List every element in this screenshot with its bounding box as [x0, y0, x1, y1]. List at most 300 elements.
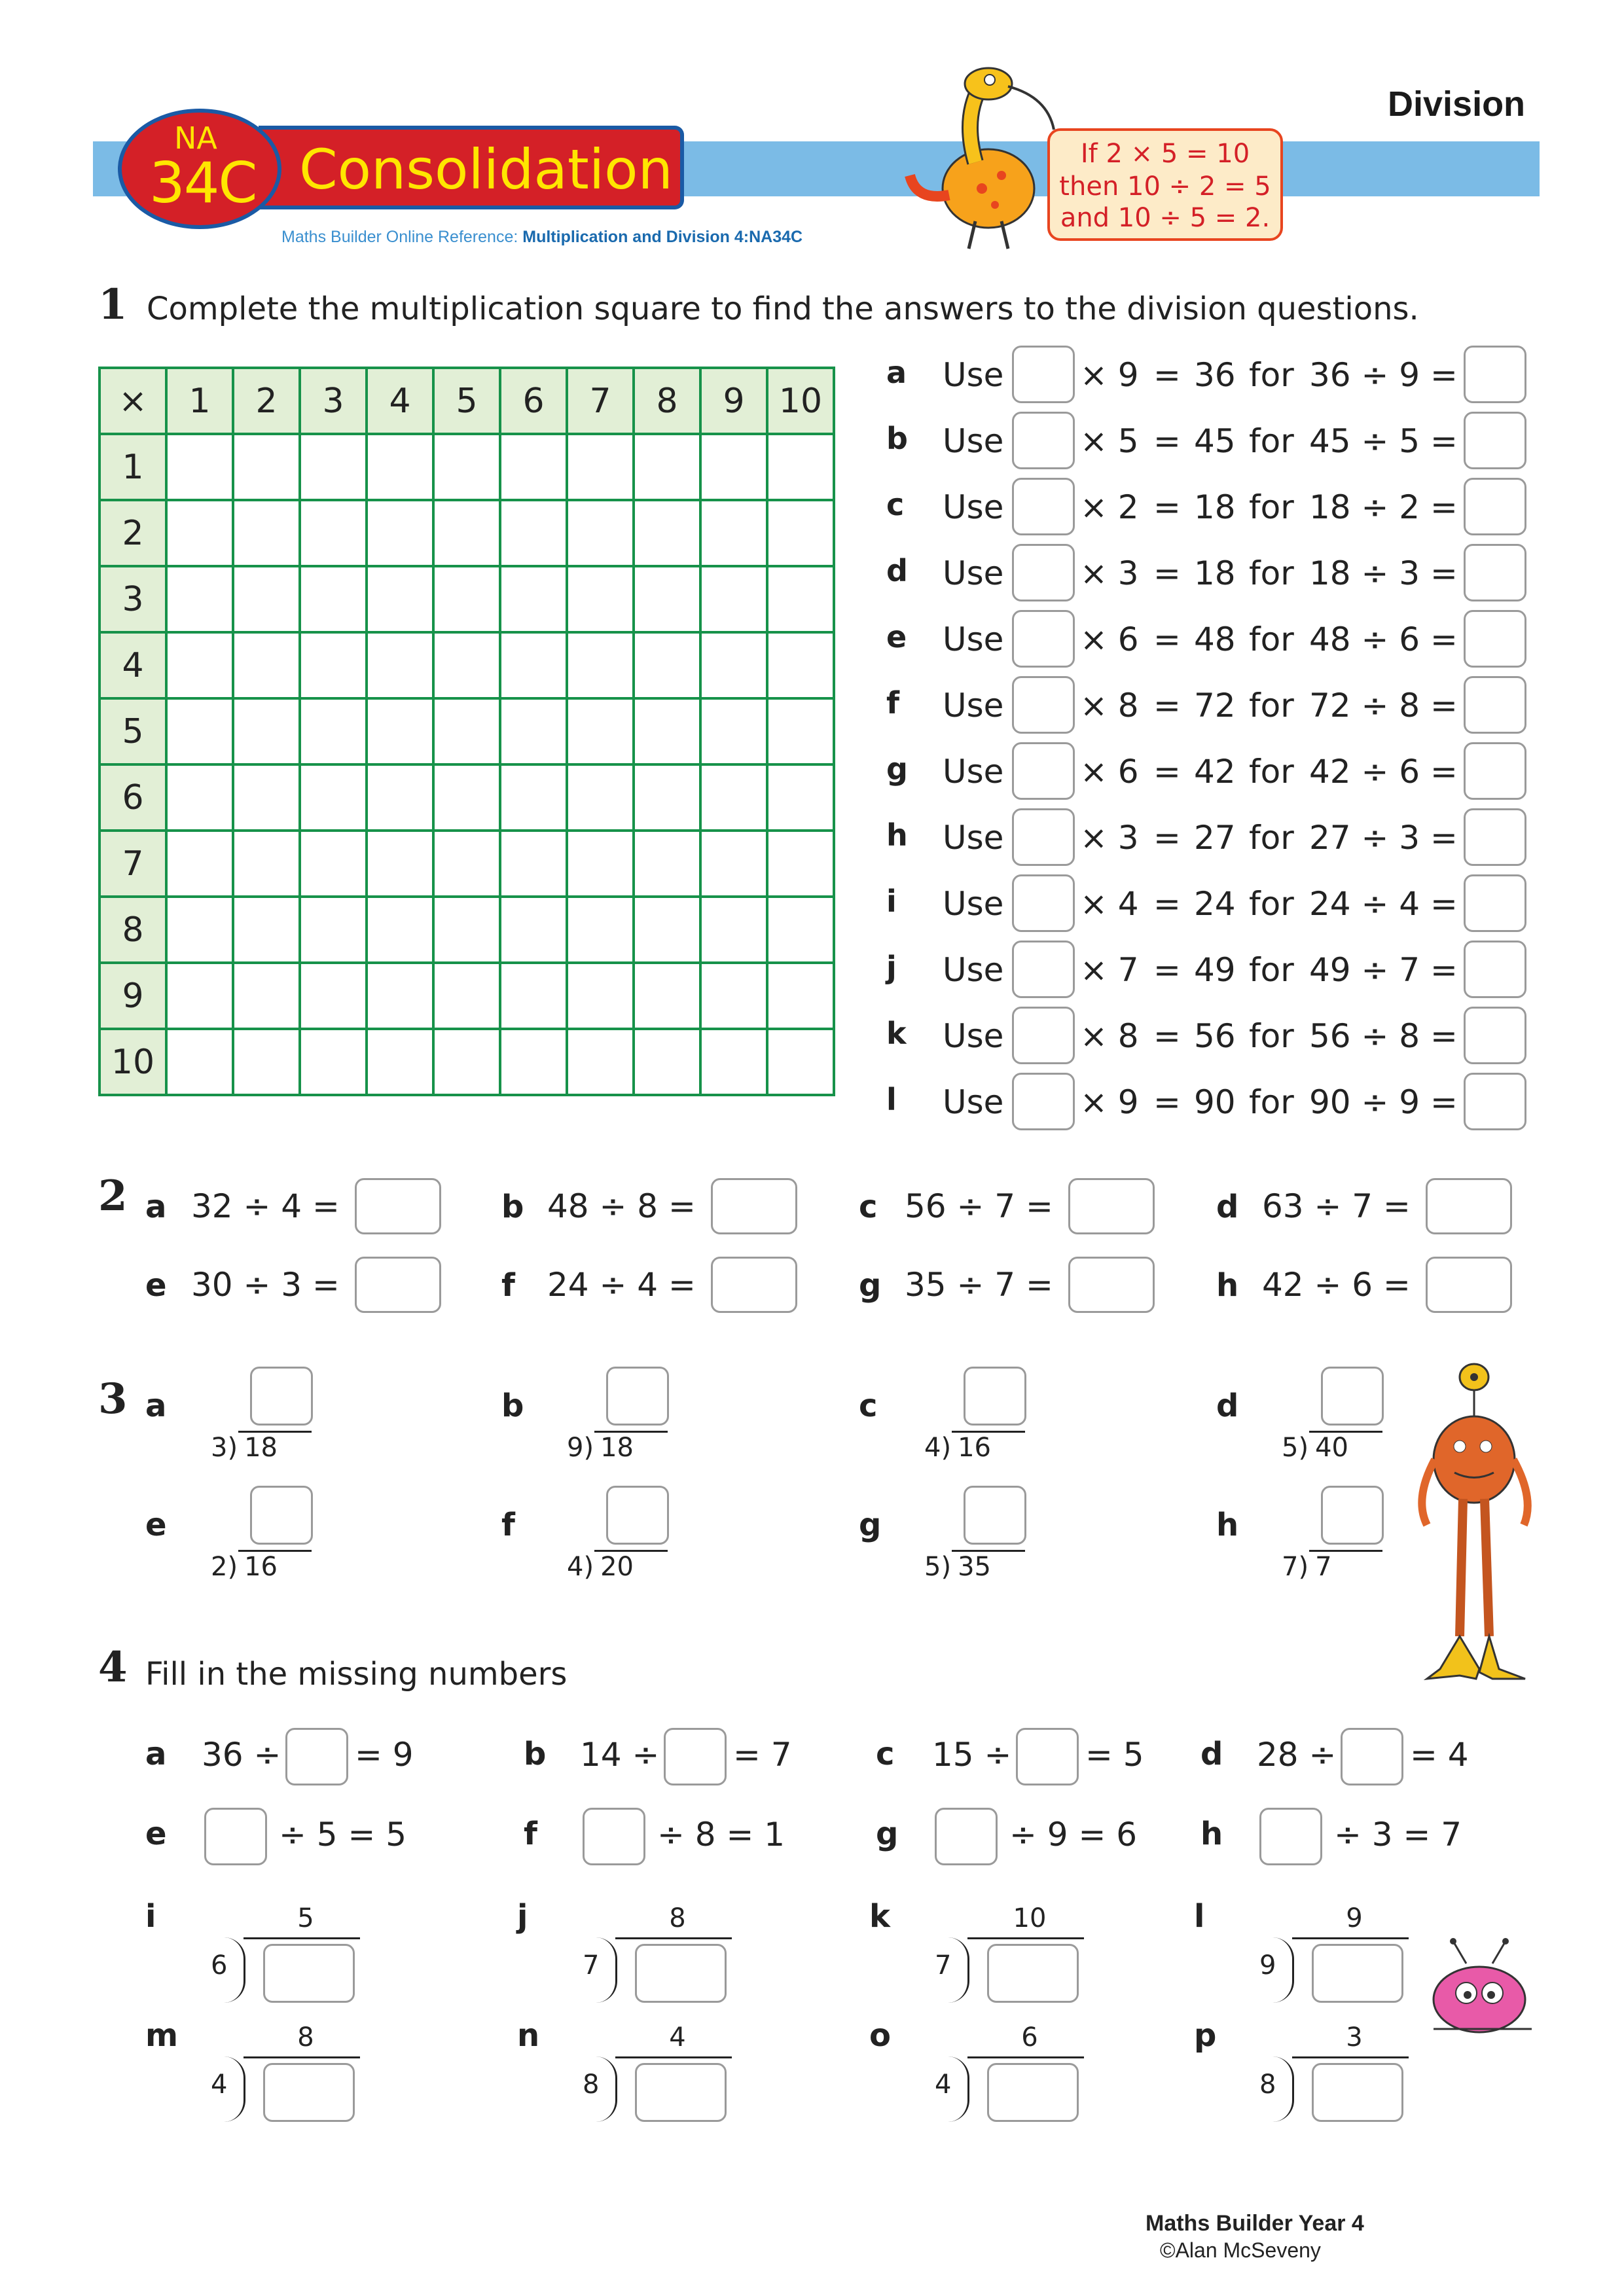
- equals-sign: =: [1153, 1083, 1181, 1121]
- missing-divisor-box[interactable]: [285, 1728, 348, 1785]
- dividend-expression: 15 ÷: [932, 1736, 1012, 1774]
- grid-answer-cell[interactable]: [700, 434, 767, 500]
- grid-answer-cell[interactable]: [700, 500, 767, 566]
- times-factor: × 8: [1080, 687, 1139, 725]
- answer-box[interactable]: [711, 1178, 797, 1234]
- item-letter: a: [145, 1189, 167, 1225]
- dinosaur-illustration: [903, 58, 1060, 254]
- factor-answer-box[interactable]: [1012, 941, 1075, 998]
- factor-answer-box[interactable]: [1012, 412, 1075, 469]
- grid-answer-cell[interactable]: [567, 897, 634, 963]
- divisor-dividend: [924, 1552, 991, 1582]
- divisor: 3): [211, 1433, 238, 1463]
- grid-answer-cell[interactable]: [367, 897, 433, 963]
- unit-code: 34C: [149, 151, 257, 216]
- missing-dividend-box[interactable]: [263, 2063, 355, 2122]
- divisor: 7: [583, 1950, 600, 1981]
- item-letter: h: [1216, 1507, 1239, 1543]
- page-title: Consolidation: [299, 137, 673, 202]
- equals-sign: =: [1153, 819, 1181, 857]
- quotient-answer-box[interactable]: [1464, 1073, 1526, 1130]
- quotient-answer-box[interactable]: [1464, 676, 1526, 734]
- result-expression: = 5: [1085, 1736, 1144, 1774]
- grid-answer-cell[interactable]: [567, 831, 634, 897]
- factor-answer-box[interactable]: [1012, 610, 1075, 668]
- grid-answer-cell[interactable]: [634, 434, 700, 500]
- grid-answer-cell[interactable]: [300, 1029, 367, 1095]
- q1-item: [877, 808, 1525, 867]
- factor-answer-box[interactable]: [1012, 478, 1075, 535]
- division-expression: 48 ÷ 6 =: [1309, 620, 1458, 658]
- answer-box[interactable]: [711, 1257, 797, 1313]
- grid-answer-cell[interactable]: [767, 963, 834, 1029]
- grid-answer-cell[interactable]: [567, 698, 634, 764]
- q1-item: [877, 941, 1525, 999]
- grid-answer-cell[interactable]: [500, 500, 567, 566]
- divisor: 9: [1259, 1950, 1276, 1981]
- missing-dividend-box[interactable]: [1259, 1808, 1322, 1865]
- grid-answer-cell[interactable]: [500, 764, 567, 831]
- grid-answer-cell[interactable]: [567, 963, 634, 1029]
- factor-answer-box[interactable]: [1012, 544, 1075, 601]
- grid-answer-cell[interactable]: [567, 500, 634, 566]
- item-letter: f: [501, 1507, 515, 1543]
- grid-answer-cell[interactable]: [166, 434, 233, 500]
- quotient: 8: [669, 1903, 686, 1933]
- factor-answer-box[interactable]: [1012, 676, 1075, 734]
- grid-answer-cell[interactable]: [500, 698, 567, 764]
- grid-answer-cell[interactable]: [233, 764, 300, 831]
- question-1-text: Complete the multiplication square to find the answers to the division questions.: [147, 291, 1419, 327]
- missing-dividend-box[interactable]: [987, 2063, 1079, 2122]
- long-division: [1282, 1351, 1386, 1469]
- hint-line-1: If 2 × 5 = 10: [1080, 139, 1250, 169]
- grid-answer-cell[interactable]: [300, 566, 367, 632]
- division-expression: 27 ÷ 3 =: [1309, 819, 1458, 857]
- grid-answer-cell[interactable]: [233, 897, 300, 963]
- product: 49: [1194, 951, 1236, 989]
- grid-answer-cell[interactable]: [433, 434, 500, 500]
- division-expression: 42 ÷ 6 =: [1309, 753, 1458, 791]
- hint-box: [1047, 128, 1283, 241]
- product: 27: [1194, 819, 1236, 857]
- times-factor: × 4: [1080, 885, 1139, 923]
- grid-row-header: 4: [99, 632, 166, 698]
- grid-answer-cell[interactable]: [700, 897, 767, 963]
- equals-sign: =: [1153, 488, 1181, 526]
- grid-row-header: 3: [99, 566, 166, 632]
- item-letter: h: [1216, 1267, 1239, 1304]
- divisor: 6: [211, 1950, 228, 1981]
- quotient-answer-box[interactable]: [1464, 544, 1526, 601]
- grid-answer-cell[interactable]: [634, 566, 700, 632]
- equals-sign: =: [1153, 753, 1181, 791]
- grid-row: [99, 897, 834, 963]
- grid-answer-cell[interactable]: [300, 500, 367, 566]
- question-number-2: 2: [98, 1172, 128, 1221]
- division-expression: 45 ÷ 5 =: [1309, 422, 1458, 460]
- item-letter: b: [501, 1189, 524, 1225]
- item-letter: c: [859, 1189, 878, 1225]
- grid-answer-cell[interactable]: [166, 897, 233, 963]
- grid-answer-cell[interactable]: [500, 1029, 567, 1095]
- grid-answer-cell[interactable]: [300, 434, 367, 500]
- quotient-answer-box[interactable]: [1321, 1367, 1384, 1426]
- equals-sign: =: [1153, 885, 1181, 923]
- long-division: [211, 1351, 316, 1469]
- grid-answer-cell[interactable]: [367, 831, 433, 897]
- product: 56: [1194, 1017, 1236, 1055]
- quotient-answer-box[interactable]: [1464, 742, 1526, 800]
- grid-answer-cell[interactable]: [767, 566, 834, 632]
- grid-answer-cell[interactable]: [767, 698, 834, 764]
- factor-answer-box[interactable]: [1012, 808, 1075, 866]
- grid-answer-cell[interactable]: [166, 566, 233, 632]
- q1-item: [877, 412, 1525, 471]
- grid-answer-cell[interactable]: [367, 764, 433, 831]
- grid-answer-cell[interactable]: [367, 632, 433, 698]
- dividend: 20: [600, 1552, 634, 1582]
- grid-answer-cell[interactable]: [634, 500, 700, 566]
- grid-answer-cell[interactable]: [233, 500, 300, 566]
- times-factor: × 9: [1080, 1083, 1139, 1121]
- for-word: for: [1249, 422, 1294, 460]
- grid-answer-cell[interactable]: [166, 764, 233, 831]
- grid-answer-cell[interactable]: [300, 764, 367, 831]
- grid-answer-cell[interactable]: [367, 500, 433, 566]
- grid-answer-cell[interactable]: [166, 500, 233, 566]
- grid-answer-cell[interactable]: [433, 566, 500, 632]
- item-letter: g: [886, 751, 908, 787]
- copyright: ©Alan McSeveny: [1160, 2238, 1321, 2262]
- answer-box[interactable]: [1068, 1178, 1155, 1234]
- q1-item: [877, 742, 1525, 801]
- quotient-answer-box[interactable]: [1464, 346, 1526, 403]
- use-word: Use: [943, 554, 1004, 592]
- dividend: 18: [600, 1433, 634, 1463]
- grid-answer-cell[interactable]: [367, 698, 433, 764]
- grid-answer-cell[interactable]: [567, 764, 634, 831]
- quotient-answer-box[interactable]: [1464, 478, 1526, 535]
- grid-answer-cell[interactable]: [567, 434, 634, 500]
- grid-col-header: 9: [700, 368, 767, 434]
- item-letter: b: [524, 1736, 547, 1772]
- factor-answer-box[interactable]: [1012, 1007, 1075, 1064]
- product: 42: [1194, 753, 1236, 791]
- answer-box[interactable]: [355, 1178, 441, 1234]
- grid-col-header: 8: [634, 368, 700, 434]
- grid-answer-cell[interactable]: [233, 566, 300, 632]
- quotient-answer-box[interactable]: [1464, 610, 1526, 668]
- item-letter: g: [859, 1267, 882, 1304]
- result-expression: = 4: [1410, 1736, 1469, 1774]
- dividend: 35: [958, 1552, 991, 1582]
- grid-answer-cell[interactable]: [233, 698, 300, 764]
- grid-answer-cell[interactable]: [767, 897, 834, 963]
- grid-col-header: 10: [767, 368, 834, 434]
- grid-answer-cell[interactable]: [166, 698, 233, 764]
- division-bar: [615, 1937, 732, 1939]
- grid-answer-cell[interactable]: [700, 831, 767, 897]
- missing-dividend-box[interactable]: [987, 1944, 1079, 2003]
- quotient-answer-box[interactable]: [1464, 1007, 1526, 1064]
- division-bar: [1292, 1937, 1409, 1939]
- use-word: Use: [943, 885, 1004, 923]
- division-bar: [615, 2056, 732, 2058]
- quotient: 3: [1346, 2022, 1363, 2053]
- grid-answer-cell[interactable]: [367, 1029, 433, 1095]
- grid-answer-cell[interactable]: [500, 434, 567, 500]
- grid-answer-cell[interactable]: [433, 500, 500, 566]
- item-letter: e: [145, 1267, 167, 1304]
- long-division: [211, 1470, 316, 1588]
- equals-sign: =: [1153, 687, 1181, 725]
- grid-answer-cell[interactable]: [300, 897, 367, 963]
- long-division: [935, 1903, 1079, 2008]
- answer-box[interactable]: [1426, 1257, 1512, 1313]
- grid-answer-cell[interactable]: [433, 764, 500, 831]
- quotient-answer-box[interactable]: [250, 1486, 313, 1545]
- grid-answer-cell[interactable]: [166, 963, 233, 1029]
- item-letter: d: [1216, 1189, 1239, 1225]
- quotient-answer-box[interactable]: [1464, 412, 1526, 469]
- divisor: 2): [211, 1552, 238, 1582]
- item-letter: n: [517, 2017, 540, 2054]
- item-letter: i: [145, 1898, 156, 1935]
- equals-sign: =: [1153, 554, 1181, 592]
- division-bar: [967, 1937, 1084, 1939]
- grid-answer-cell[interactable]: [767, 500, 834, 566]
- unit-prefix: NA: [174, 120, 217, 156]
- grid-answer-cell[interactable]: [300, 831, 367, 897]
- dividend: 40: [1315, 1433, 1348, 1463]
- q1-item: [877, 676, 1525, 735]
- grid-answer-cell[interactable]: [500, 897, 567, 963]
- item-letter: p: [1194, 2017, 1217, 2054]
- factor-answer-box[interactable]: [1012, 346, 1075, 403]
- grid-answer-cell[interactable]: [634, 698, 700, 764]
- division-expression: 18 ÷ 3 =: [1309, 554, 1458, 592]
- missing-dividend-box[interactable]: [204, 1808, 267, 1865]
- division-expression: 42 ÷ 6 =: [1262, 1266, 1411, 1304]
- for-word: for: [1249, 951, 1294, 989]
- quotient-answer-box[interactable]: [1464, 874, 1526, 932]
- grid-answer-cell[interactable]: [500, 566, 567, 632]
- missing-dividend-box[interactable]: [1312, 2063, 1403, 2122]
- division-expression: 48 ÷ 8 =: [547, 1187, 696, 1225]
- missing-divisor-box[interactable]: [1016, 1728, 1079, 1785]
- grid-answer-cell[interactable]: [634, 1029, 700, 1095]
- divisor-dividend: [567, 1552, 634, 1582]
- grid-answer-cell[interactable]: [433, 632, 500, 698]
- grid-answer-cell[interactable]: [233, 434, 300, 500]
- grid-answer-cell[interactable]: [166, 831, 233, 897]
- grid-answer-cell[interactable]: [433, 831, 500, 897]
- grid-row-header: 9: [99, 963, 166, 1029]
- item-letter: a: [886, 355, 907, 390]
- grid-answer-cell[interactable]: [500, 963, 567, 1029]
- grid-col-header: 5: [433, 368, 500, 434]
- grid-answer-cell[interactable]: [233, 1029, 300, 1095]
- missing-dividend-box[interactable]: [263, 1944, 355, 2003]
- grid-col-header: 1: [166, 368, 233, 434]
- item-letter: k: [886, 1016, 907, 1051]
- result-expression: ÷ 5 = 5: [279, 1816, 407, 1854]
- dividend-expression: 36 ÷: [202, 1736, 281, 1774]
- grid-answer-cell[interactable]: [567, 1029, 634, 1095]
- grid-answer-cell[interactable]: [767, 1029, 834, 1095]
- times-factor: × 7: [1080, 951, 1139, 989]
- divisor-dividend: [567, 1433, 634, 1463]
- long-division: [583, 2022, 727, 2127]
- quotient-answer-box[interactable]: [250, 1367, 313, 1426]
- grid-answer-cell[interactable]: [166, 632, 233, 698]
- grid-header-row: [99, 368, 834, 434]
- quotient-answer-box[interactable]: [606, 1486, 669, 1545]
- quotient-answer-box[interactable]: [1321, 1486, 1384, 1545]
- use-word: Use: [943, 687, 1004, 725]
- grid-answer-cell[interactable]: [767, 764, 834, 831]
- item-letter: l: [886, 1082, 897, 1117]
- item-letter: j: [517, 1898, 528, 1935]
- long-division: [924, 1351, 1029, 1469]
- result-expression: = 7: [733, 1736, 792, 1774]
- times-factor: × 9: [1080, 356, 1139, 394]
- missing-divisor-box[interactable]: [664, 1728, 727, 1785]
- question-number-4: 4: [98, 1643, 128, 1692]
- for-word: for: [1249, 1083, 1294, 1121]
- dividend: 16: [244, 1552, 278, 1582]
- item-letter: i: [886, 884, 897, 919]
- answer-box[interactable]: [1068, 1257, 1155, 1313]
- missing-dividend-box[interactable]: [635, 1944, 727, 2003]
- missing-dividend-box[interactable]: [1312, 1944, 1403, 2003]
- item-letter: f: [886, 685, 900, 721]
- item-letter: o: [869, 2017, 891, 2054]
- long-division: [935, 2022, 1079, 2127]
- quotient-answer-box[interactable]: [1464, 941, 1526, 998]
- division-expression: 56 ÷ 7 =: [905, 1187, 1053, 1225]
- item-letter: h: [886, 817, 908, 853]
- grid-answer-cell[interactable]: [634, 764, 700, 831]
- question-number-1: 1: [98, 280, 128, 329]
- quotient: 8: [297, 2022, 314, 2053]
- grid-answer-cell[interactable]: [700, 1029, 767, 1095]
- division-expression: 36 ÷ 9 =: [1309, 356, 1458, 394]
- grid-answer-cell[interactable]: [767, 632, 834, 698]
- grid-answer-cell[interactable]: [433, 963, 500, 1029]
- product: 36: [1194, 356, 1236, 394]
- answer-box[interactable]: [1426, 1178, 1512, 1234]
- grid-answer-cell[interactable]: [700, 963, 767, 1029]
- grid-answer-cell[interactable]: [367, 434, 433, 500]
- missing-dividend-box[interactable]: [935, 1808, 998, 1865]
- grid-col-header: 4: [367, 368, 433, 434]
- grid-answer-cell[interactable]: [233, 963, 300, 1029]
- divisor-dividend: [211, 1552, 278, 1582]
- factor-answer-box[interactable]: [1012, 1073, 1075, 1130]
- use-word: Use: [943, 422, 1004, 460]
- item-letter: k: [869, 1898, 890, 1935]
- grid-answer-cell[interactable]: [433, 897, 500, 963]
- divisor: 4): [924, 1433, 952, 1463]
- item-letter: l: [1194, 1898, 1205, 1935]
- grid-row: [99, 764, 834, 831]
- grid-answer-cell[interactable]: [700, 632, 767, 698]
- grid-answer-cell[interactable]: [567, 566, 634, 632]
- answer-box[interactable]: [355, 1257, 441, 1313]
- factor-answer-box[interactable]: [1012, 874, 1075, 932]
- divisor-dividend: [1282, 1433, 1348, 1463]
- grid-answer-cell[interactable]: [634, 831, 700, 897]
- quotient-answer-box[interactable]: [606, 1367, 669, 1426]
- grid-answer-cell[interactable]: [433, 1029, 500, 1095]
- q1-item: [877, 478, 1525, 537]
- quotient-answer-box[interactable]: [1464, 808, 1526, 866]
- quotient-answer-box[interactable]: [964, 1367, 1026, 1426]
- missing-divisor-box[interactable]: [1341, 1728, 1403, 1785]
- grid-answer-cell[interactable]: [700, 764, 767, 831]
- product: 48: [1194, 620, 1236, 658]
- divisor: 4: [935, 2070, 952, 2100]
- missing-dividend-box[interactable]: [635, 2063, 727, 2122]
- grid-answer-cell[interactable]: [433, 698, 500, 764]
- grid-answer-cell[interactable]: [166, 1029, 233, 1095]
- item-letter: c: [886, 487, 905, 522]
- use-word: Use: [943, 356, 1004, 394]
- dividend-expression: 28 ÷: [1257, 1736, 1337, 1774]
- grid-row: [99, 500, 834, 566]
- for-word: for: [1249, 819, 1294, 857]
- item-letter: m: [145, 2017, 179, 2054]
- grid-answer-cell[interactable]: [700, 566, 767, 632]
- grid-answer-cell[interactable]: [767, 831, 834, 897]
- factor-answer-box[interactable]: [1012, 742, 1075, 800]
- long-division: [1259, 1903, 1403, 2008]
- grid-answer-cell[interactable]: [233, 632, 300, 698]
- question-4-text: Fill in the missing numbers: [145, 1656, 568, 1693]
- use-word: Use: [943, 488, 1004, 526]
- quotient-answer-box[interactable]: [964, 1486, 1026, 1545]
- grid-answer-cell[interactable]: [634, 632, 700, 698]
- item-letter: h: [1200, 1816, 1223, 1852]
- topic-title: Division: [1388, 84, 1526, 124]
- divisor-dividend: [211, 1433, 278, 1463]
- item-letter: f: [501, 1267, 515, 1304]
- multiplication-square: [98, 367, 835, 1096]
- grid-answer-cell[interactable]: [300, 632, 367, 698]
- missing-dividend-box[interactable]: [583, 1808, 645, 1865]
- grid-answer-cell[interactable]: [500, 632, 567, 698]
- grid-row-header: 1: [99, 434, 166, 500]
- grid-answer-cell[interactable]: [567, 632, 634, 698]
- long-division: [583, 1903, 727, 2008]
- grid-answer-cell[interactable]: [367, 963, 433, 1029]
- grid-col-header: 6: [500, 368, 567, 434]
- grid-answer-cell[interactable]: [233, 831, 300, 897]
- grid-answer-cell[interactable]: [300, 963, 367, 1029]
- grid-answer-cell[interactable]: [767, 434, 834, 500]
- grid-answer-cell[interactable]: [300, 698, 367, 764]
- grid-answer-cell[interactable]: [700, 698, 767, 764]
- grid-answer-cell[interactable]: [500, 831, 567, 897]
- for-word: for: [1249, 356, 1294, 394]
- grid-answer-cell[interactable]: [367, 566, 433, 632]
- hint-line-3: and 10 ÷ 5 = 2.: [1060, 203, 1271, 233]
- grid-answer-cell[interactable]: [634, 963, 700, 1029]
- grid-answer-cell[interactable]: [634, 897, 700, 963]
- division-expression: 56 ÷ 8 =: [1309, 1017, 1458, 1055]
